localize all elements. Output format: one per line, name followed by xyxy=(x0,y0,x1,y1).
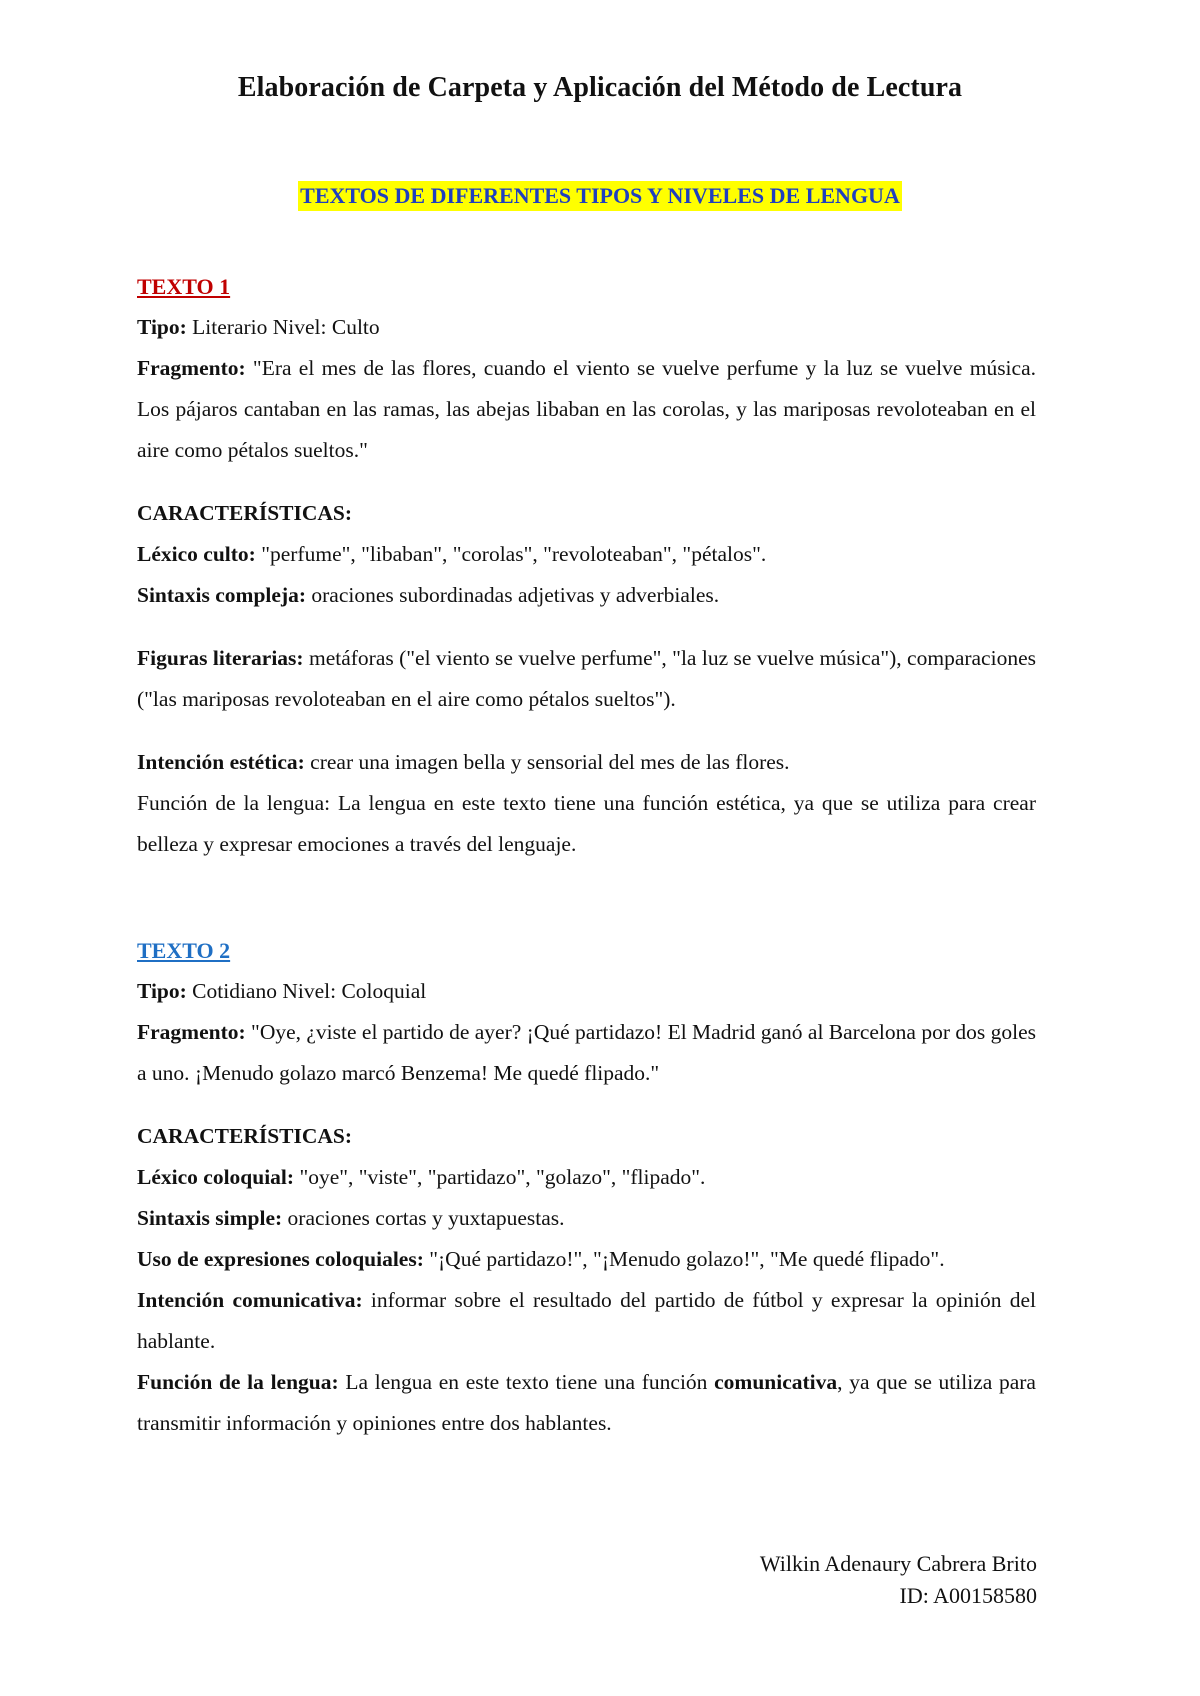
funcion-label: Función de la lengua: xyxy=(137,1370,339,1394)
sintaxis-label: Sintaxis compleja: xyxy=(137,583,307,607)
texto2-funcion xyxy=(137,1362,1036,1444)
author-signature xyxy=(760,1548,1037,1612)
intencion-value: crear una imagen bella y sensorial del mes de las flores. xyxy=(304,750,790,774)
texto1-lexico xyxy=(137,534,1036,575)
texto2-lexico xyxy=(137,1157,1036,1198)
fragmento-label: Fragmento: xyxy=(137,1020,246,1044)
texto1-section xyxy=(137,266,1036,865)
subtitle-wrapper xyxy=(0,181,1200,211)
texto2-intencion xyxy=(137,1280,1036,1362)
uso-value: "¡Qué partidazo!", "¡Menudo golazo!", "Me quedé flipado". xyxy=(423,1247,945,1271)
lexico-label: Léxico coloquial: xyxy=(137,1165,295,1189)
sintaxis-label: Sintaxis simple: xyxy=(137,1206,283,1230)
lexico-label: Léxico culto: xyxy=(137,542,256,566)
texto1-fragmento xyxy=(137,348,1036,471)
fragmento-value: "Oye, ¿viste el partido de ayer? ¡Qué partidazo! El Madrid ganó al Barcelona por dos goles a uno. ¡Menudo golazo marcó Benzema! Me quedé flipado." xyxy=(137,1020,1036,1085)
author-id: ID: A00158580 xyxy=(899,1583,1037,1608)
highlighted-subtitle: TEXTOS DE DIFERENTES TIPOS Y NIVELES DE LENGUA xyxy=(298,181,902,211)
document-title: Elaboración de Carpeta y Aplicación del Método de Lectura xyxy=(237,72,963,103)
funcion-value-1: La lengua en este texto tiene una función xyxy=(338,1370,715,1394)
funcion-value-2: , ya que se utiliza para transmitir información y opiniones entre dos hablantes. xyxy=(137,1370,1036,1435)
funcion-bold-word: comunicativa xyxy=(714,1370,838,1394)
figuras-label: Figuras literarias: xyxy=(137,646,304,670)
texto1-heading: TEXTO 1 xyxy=(137,274,231,299)
sintaxis-value: oraciones subordinadas adjetivas y adverbiales. xyxy=(306,583,720,607)
texto2-sintaxis xyxy=(137,1198,1036,1239)
tipo-value: Literario Nivel: Culto xyxy=(186,315,380,339)
fragmento-value: "Era el mes de las flores, cuando el viento se vuelve perfume y la luz se vuelve música. Los pájaros cantaban en las ramas, las abejas libaban en las corolas, y las mariposas revoloteaban en el aire como pétalos sueltos." xyxy=(137,356,1036,462)
texto1-figuras xyxy=(137,638,1036,720)
lexico-value: "oye", "viste", "partidazo", "golazo", "flipado". xyxy=(294,1165,706,1189)
intencion-label: Intención estética: xyxy=(137,750,305,774)
author-name: Wilkin Adenaury Cabrera Brito xyxy=(759,1551,1037,1576)
fragmento-label: Fragmento: xyxy=(137,356,246,380)
texto1-sintaxis xyxy=(137,575,1036,616)
texto2-section xyxy=(137,930,1036,1444)
texto2-caracteristicas: CARACTERÍSTICAS: xyxy=(137,1124,353,1148)
texto2-uso xyxy=(137,1239,1036,1280)
texto1-tipo xyxy=(137,307,1036,348)
texto2-heading: TEXTO 2 xyxy=(137,938,231,963)
lexico-value: "perfume", "libaban", "corolas", "revoloteaban", "pétalos". xyxy=(255,542,767,566)
texto2-tipo xyxy=(137,971,1036,1012)
texto1-funcion: Función de la lengua: La lengua en este texto tiene una función estética, ya que se utiliza para crear belleza y expresar emociones a través del lenguaje. xyxy=(137,791,1036,856)
tipo-label: Tipo: xyxy=(137,979,187,1003)
uso-label: Uso de expresiones coloquiales: xyxy=(137,1247,424,1271)
sintaxis-value: oraciones cortas y yuxtapuestas. xyxy=(282,1206,565,1230)
tipo-value: Cotidiano Nivel: Coloquial xyxy=(186,979,427,1003)
figuras-value: metáforas ("el viento se vuelve perfume", "la luz se vuelve música"), comparaciones ("las mariposas revoloteaban en el aire como pétalos sueltos"). xyxy=(137,646,1036,711)
intencion-label: Intención comunicativa: xyxy=(137,1288,363,1312)
tipo-label: Tipo: xyxy=(137,315,187,339)
intencion-value: informar sobre el resultado del partido de fútbol y expresar la opinión del hablante. xyxy=(137,1288,1036,1353)
texto1-intencion xyxy=(137,742,1036,783)
texto1-caracteristicas: CARACTERÍSTICAS: xyxy=(137,501,353,525)
texto2-fragmento xyxy=(137,1012,1036,1094)
